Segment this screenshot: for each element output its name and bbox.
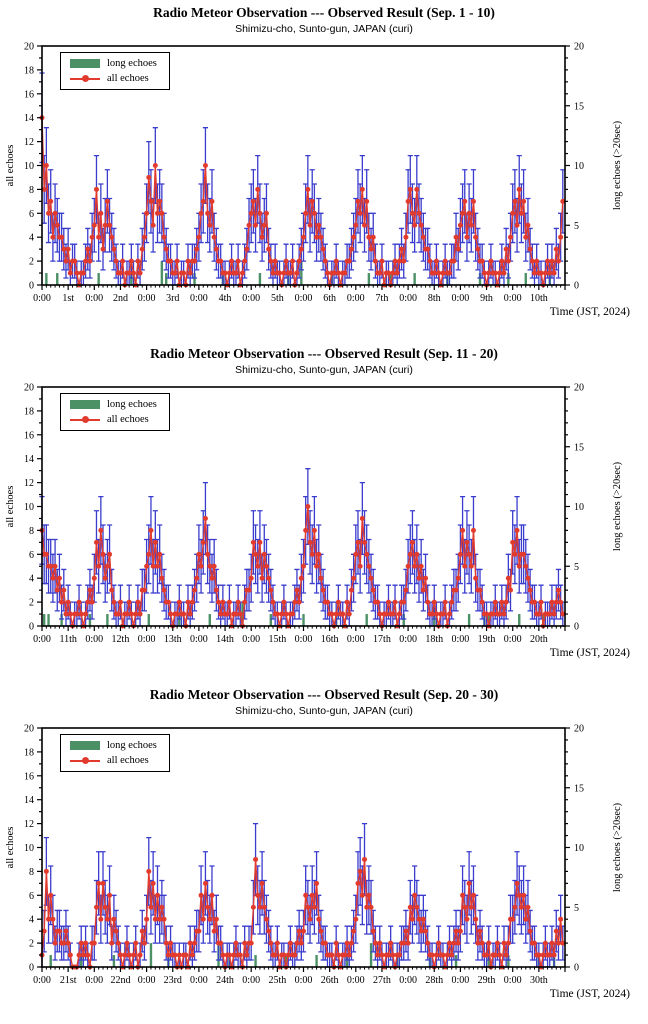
svg-text:26th: 26th: [320, 975, 339, 986]
svg-text:15: 15: [574, 783, 584, 795]
legend: [60, 734, 170, 772]
svg-text:28th: 28th: [425, 975, 444, 986]
svg-text:24th: 24th: [216, 975, 234, 986]
svg-text:long echoes (>20sec): long echoes (>20sec): [612, 802, 623, 893]
svg-text:12: 12: [24, 819, 34, 831]
svg-text:0:00: 0:00: [190, 975, 208, 986]
svg-text:0:00: 0:00: [451, 293, 470, 304]
svg-text:20: 20: [574, 41, 584, 53]
svg-text:12: 12: [24, 137, 34, 149]
svg-text:0:00: 0:00: [137, 634, 156, 645]
legend-item-all-echoes: [70, 755, 157, 766]
legend-item-all-echoes: [70, 73, 157, 84]
svg-text:0:00: 0:00: [137, 293, 156, 304]
all-echoes-line-marker-icon: [70, 756, 100, 765]
legend-label: long echoes: [107, 740, 157, 751]
svg-text:5th: 5th: [270, 293, 284, 304]
svg-text:0:00: 0:00: [242, 634, 261, 645]
svg-text:0: 0: [29, 280, 34, 292]
svg-text:6: 6: [29, 549, 34, 561]
svg-text:0:00: 0:00: [451, 634, 470, 645]
svg-text:0:00: 0:00: [346, 634, 365, 645]
svg-text:30th: 30th: [529, 975, 548, 986]
svg-text:0: 0: [29, 962, 34, 974]
svg-text:0:00: 0:00: [503, 293, 522, 304]
svg-text:21st: 21st: [59, 975, 77, 986]
svg-text:10: 10: [574, 161, 584, 172]
svg-text:4: 4: [29, 914, 34, 926]
chart-panel-sep-11-20: [0, 341, 648, 682]
svg-text:15: 15: [574, 442, 584, 454]
legend-item-all-echoes: [70, 414, 157, 425]
svg-text:6: 6: [29, 890, 34, 902]
svg-text:18: 18: [24, 65, 34, 77]
svg-text:long echoes (>20sec): long echoes (>20sec): [612, 120, 623, 211]
svg-text:5: 5: [574, 561, 579, 573]
svg-text:0:00: 0:00: [33, 634, 51, 645]
svg-text:0:00: 0:00: [294, 634, 313, 645]
svg-text:10: 10: [24, 161, 34, 172]
x-axis-caption: Time (JST, 2024): [549, 647, 630, 659]
svg-text:7th: 7th: [375, 293, 389, 304]
svg-text:18: 18: [24, 747, 34, 759]
svg-text:0:00: 0:00: [399, 975, 417, 986]
svg-text:2: 2: [29, 597, 34, 609]
svg-text:8th: 8th: [427, 293, 441, 304]
svg-text:1st: 1st: [62, 293, 74, 304]
svg-text:4: 4: [29, 573, 34, 585]
svg-text:8: 8: [29, 866, 34, 878]
svg-text:10th: 10th: [529, 293, 548, 304]
svg-text:14: 14: [24, 113, 34, 125]
x-axis-caption: Time (JST, 2024): [549, 306, 630, 318]
svg-text:4th: 4th: [218, 293, 232, 304]
chart-panel-sep-1-10: [0, 0, 648, 341]
svg-text:22nd: 22nd: [110, 975, 131, 986]
svg-text:0:00: 0:00: [346, 293, 365, 304]
svg-text:27th: 27th: [373, 975, 391, 986]
svg-text:23rd: 23rd: [163, 975, 182, 986]
svg-text:0:00: 0:00: [33, 293, 51, 304]
svg-text:0:00: 0:00: [137, 975, 156, 986]
svg-text:0:00: 0:00: [33, 975, 51, 986]
svg-text:0:00: 0:00: [346, 975, 365, 986]
legend-label: long echoes: [107, 58, 157, 69]
svg-text:12: 12: [24, 478, 34, 490]
chart-title: Radio Meteor Observation --- Observed Result (Sep. 11 - 20): [150, 346, 498, 361]
svg-text:6: 6: [29, 208, 34, 220]
svg-text:16: 16: [24, 771, 34, 783]
svg-text:2: 2: [29, 938, 34, 950]
svg-text:0:00: 0:00: [399, 293, 417, 304]
svg-text:19th: 19th: [477, 634, 496, 645]
svg-text:0:00: 0:00: [503, 975, 522, 986]
svg-text:0:00: 0:00: [85, 293, 104, 304]
chart-title: Radio Meteor Observation --- Observed Result (Sep. 1 - 10): [153, 5, 495, 20]
legend-item-long-echoes: [70, 58, 157, 69]
svg-text:18th: 18th: [425, 634, 444, 645]
svg-text:14: 14: [24, 795, 34, 807]
svg-text:0:00: 0:00: [399, 634, 417, 645]
svg-text:13th: 13th: [163, 634, 182, 645]
svg-text:0: 0: [574, 621, 579, 633]
svg-text:6th: 6th: [323, 293, 337, 304]
chart-subtitle: Shimizu-cho, Sunto-gun, JAPAN (curi): [235, 364, 413, 376]
svg-text:0: 0: [574, 280, 579, 292]
svg-text:16: 16: [24, 430, 34, 442]
svg-text:3rd: 3rd: [166, 293, 180, 304]
svg-text:10: 10: [574, 502, 584, 513]
all-echoes-line-marker-icon: [70, 74, 100, 83]
svg-text:0: 0: [574, 962, 579, 974]
svg-text:20: 20: [24, 41, 34, 53]
long-echoes-swatch-icon: [70, 400, 100, 409]
svg-text:0:00: 0:00: [242, 293, 261, 304]
legend-item-long-echoes: [70, 740, 157, 751]
legend-label: all echoes: [107, 73, 149, 84]
svg-text:9th: 9th: [480, 293, 493, 304]
svg-text:0:00: 0:00: [190, 293, 208, 304]
all-echoes-line-marker-icon: [70, 415, 100, 424]
svg-text:11th: 11th: [59, 634, 77, 645]
svg-text:0:00: 0:00: [503, 634, 522, 645]
chart-subtitle: Shimizu-cho, Sunto-gun, JAPAN (curi): [235, 705, 413, 717]
legend-item-long-echoes: [70, 399, 157, 410]
svg-text:20: 20: [24, 382, 34, 394]
svg-text:12th: 12th: [111, 634, 130, 645]
svg-text:16th: 16th: [320, 634, 339, 645]
legend-label: long echoes: [107, 399, 157, 410]
svg-text:2nd: 2nd: [112, 293, 128, 304]
legend: [60, 393, 170, 431]
svg-text:15th: 15th: [268, 634, 287, 645]
svg-text:15: 15: [574, 101, 584, 113]
chart-subtitle: Shimizu-cho, Sunto-gun, JAPAN (curi): [235, 23, 413, 35]
svg-text:14th: 14th: [216, 634, 234, 645]
svg-text:0:00: 0:00: [85, 634, 104, 645]
svg-text:5: 5: [574, 902, 579, 914]
svg-text:20: 20: [574, 382, 584, 394]
svg-text:0:00: 0:00: [294, 293, 313, 304]
svg-text:25th: 25th: [268, 975, 287, 986]
svg-text:20: 20: [574, 723, 584, 735]
x-axis-caption: Time (JST, 2024): [549, 988, 630, 1000]
legend-label: all echoes: [107, 755, 149, 766]
svg-text:long echoes (>20sec): long echoes (>20sec): [612, 461, 623, 552]
svg-text:10: 10: [574, 843, 584, 854]
svg-text:2: 2: [29, 256, 34, 268]
legend-label: all echoes: [107, 414, 149, 425]
svg-text:0:00: 0:00: [242, 975, 261, 986]
svg-text:0:00: 0:00: [451, 975, 470, 986]
svg-text:0: 0: [29, 621, 34, 633]
long-echoes-swatch-icon: [70, 59, 100, 68]
svg-text:all echoes: all echoes: [5, 144, 16, 187]
svg-text:29th: 29th: [477, 975, 496, 986]
long-echoes-swatch-icon: [70, 741, 100, 750]
svg-text:20th: 20th: [529, 634, 548, 645]
svg-text:0:00: 0:00: [190, 634, 208, 645]
svg-text:10: 10: [24, 843, 34, 854]
svg-text:0:00: 0:00: [294, 975, 313, 986]
svg-text:18: 18: [24, 406, 34, 418]
chart-title: Radio Meteor Observation --- Observed Result (Sep. 20 - 30): [149, 687, 499, 702]
svg-text:8: 8: [29, 184, 34, 196]
svg-text:17th: 17th: [373, 634, 391, 645]
svg-text:20: 20: [24, 723, 34, 735]
svg-text:4: 4: [29, 232, 34, 244]
svg-text:5: 5: [574, 220, 579, 232]
svg-text:10: 10: [24, 502, 34, 513]
svg-text:16: 16: [24, 89, 34, 101]
svg-text:all echoes: all echoes: [5, 826, 16, 869]
svg-text:0:00: 0:00: [85, 975, 104, 986]
svg-text:all echoes: all echoes: [5, 485, 16, 528]
svg-text:14: 14: [24, 454, 34, 466]
svg-text:8: 8: [29, 525, 34, 537]
legend: [60, 52, 170, 90]
chart-panel-sep-20-30: [0, 682, 648, 1023]
